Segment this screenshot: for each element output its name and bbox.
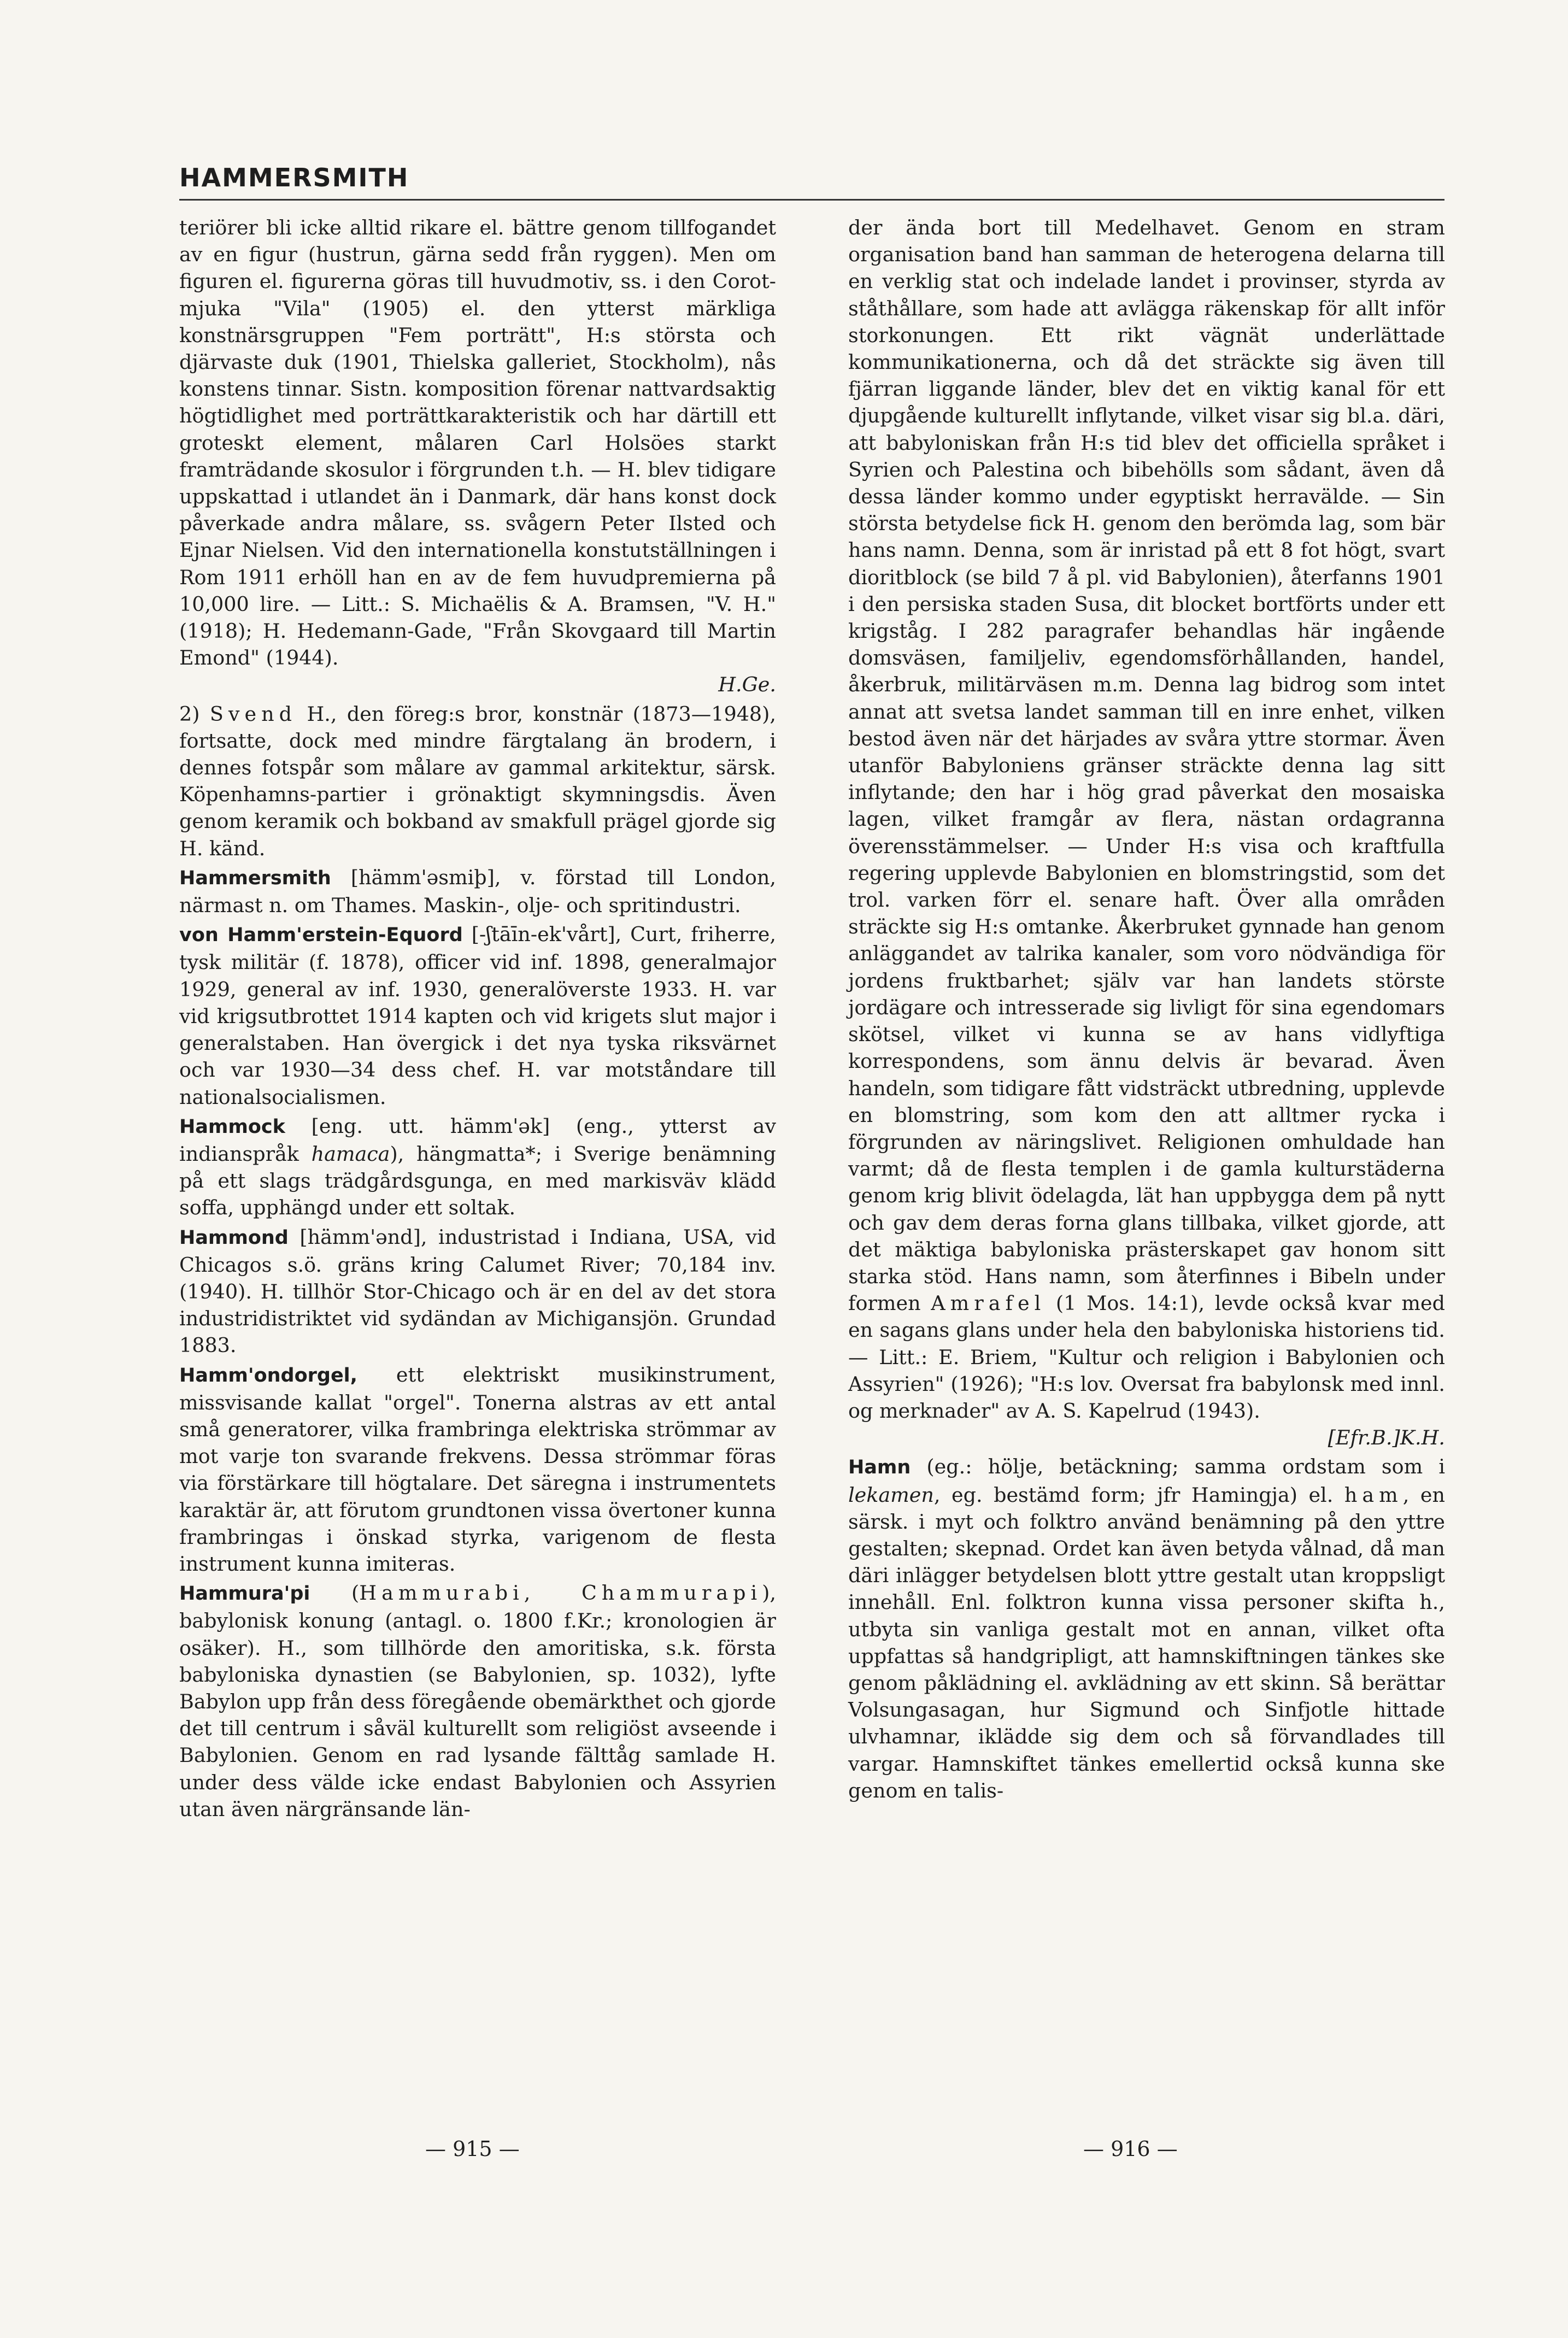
page-number-left: — 915 —: [425, 2137, 520, 2161]
entry-hammurapi: [179, 1579, 776, 1823]
entry-number: 2): [179, 702, 210, 726]
entry-continuation: [179, 214, 776, 698]
entry-hammurapi-continued: [848, 214, 1445, 1451]
spaced-name: Svend: [209, 702, 297, 726]
entry-text: [hämm'ənd], industristad i Indiana, USA, vid Chicagos s.ö. gräns kring Calumet River; 70,184 inv. (1940). H. tillhör Stor-Chicago och är en del av det stora industridistriktet vid sydändan av Michigansjön. Grundad 1883.: [179, 1225, 776, 1358]
author-signature: [Efr.B.]K.H.: [1328, 1426, 1445, 1450]
entry-hammock: [179, 1113, 776, 1221]
entry-text: [eng. utt. hämm'ək] (eng., ytterst av indianspråk: [179, 1114, 776, 1166]
spaced-name: ham: [1344, 1483, 1403, 1507]
headword: Hamm'ondorgel,: [179, 1364, 357, 1387]
page-number-right: — 916 —: [1083, 2137, 1178, 2161]
entry-hamn: [848, 1453, 1445, 1804]
entry-text: der ända bort till Medelhavet. Genom en stram organisation band han samman de heterogena delarna till en verklig stat och indelade landet i provinser, styrda av ståthållare, som hade att avlägga räkenskap för allt inför storkonungen. Ett rikt vägnät underlättade kommunikationerna, och då det sträckte sig även till fjärran liggande länder, blev det en viktig kanal för ett djupgående kulturellt inflytande, vilket visar sig bl.a. däri, att babyloniskan från H:s tid blev det officiella språket i Syrien och Palestina och bibehölls som sådant, även då dessa länder kommo under egyptiskt herravälde. — Sin största betydelse fick H. genom den berömda lag, som bär hans namn. Denna, som är inristad på ett 8 fot högt, svart dioritblock (se bild 7 å pl. vid Babylonien), återfanns 1901 i den persiska staden Susa, dit blocket bortförts under ett krigståg. I 282 paragrafer behandlas här ingående domsväsen, familjeliv, egendomsförhållanden, handel, åkerbruk, militärväsen m.m. Denna lag bidrog som intet annat att svetsa landet samman till en inre enhet, vilken bestod även när det härjades av svåra yttre stormar. Även utanför Babyloniens gränser sträckte denna lag sitt inflytande; den har i hög grad påverkat den mosaiska lagen, vilket framgår av flera, nästan ordagranna överensstämmelser. — Under H:s visa och kraftfulla regering upplevde Babylonien en blomstringstid, som det trol. varken förr el. senare haft. Över alla områden sträckte sig H:s omtanke. Åkerbruket gynnade han genom anläggandet av talrika kanaler, som voro nödvändiga för jordens fruktbarhet; själv var han landets störste jordägare och intresserade sig livligt för sina egendomars skötsel, vilket vi kunna se av hans vidlyftiga korrespondens, som ännu delvis är bevarad. Även handeln, som tidigare fått vidsträckt utbredning, upplevde en blomstring, som kom den att alltmer rycka i förgrunden av näringslivet. Religionen omhuldade han varmt; då de flesta templen i de gamla kulturstäderna genom krig blivit ödelagda, lät han uppbygga dem på nytt och gav dem deras forna glans tillbaka, vilket gjorde, att det mäktiga babyloniska prästerskapet gav honom sitt starka stöd. Hans namn, som återfinnes i Bibeln under formen: [848, 216, 1445, 1315]
headword: Hammura'pi: [179, 1583, 310, 1605]
entry-text: ), hängmatta*; i Sverige benämning på ett slags trädgårdsgunga, en med markisväv klädd soffa, upphängd under ett soltak.: [179, 1142, 777, 1220]
entry-text: H., den föreg:s bror, konstnär (1873—1948), fortsatte, dock med mindre färgtalang än brodern, i dennes fotspår som målare av gammal arkitektur, särsk. Köpenhamns-partier i grönaktigt skymningsdis. Även genom keramik och bokband av smakfull prägel gjorde sig H. känd.: [179, 702, 776, 860]
entry-text: ), babylonisk konung (antagl. o. 1800 f.Kr.; kronologien är osäker). H., som tillhörde den amoritiska, s.k. första babyloniska dynastien (se Babylonien, sp. 1032), lyfte Babylon upp från dess föregående obemärkthet och gjorde det till centrum i såväl kulturellt som religiöst avseende i Babylonien. Genom en rad lysande fälttåg samlade H. under dess välde icke endast Babylonien och Assyrien utan även närgränsande län-: [179, 1581, 776, 1821]
entry-text: (1 Mos. 14:1), levde också kvar med en sagans glans under hela den babyloniska historiens tid. — Litt.: E. Briem, "Kultur och religion i Babylonien och Assyrien" (1926); "H:s lov. Oversat fra babylonsk med innl. og merknader" av A. S. Kapelrud (1943).: [848, 1291, 1445, 1423]
entry-text: teriörer bli icke alltid rikare el. bättre genom tillfogandet av en figur (hustrun, gärna sedd från ryggen). Men om figuren el. figurerna göras till huvudmotiv, ss. i den Corot-mjuka "Vila" (1905) el. den ytterst märkliga konstnärsgruppen "Fem porträtt", H:s största och djärvaste duk (1901, Thielska galleriet, Stockholm), nås konstens tinnar. Sistn. komposition förenar nattvardsaktig högtidlighet med porträttkarakteristik och har därtill ett groteskt element, målaren Carl Holsöes starkt framträdande skosulor i förgrunden t.h. — H. blev tidigare uppskattad i utlandet än i Danmark, där hans konst dock påverkade andra målare, ss. svågern Peter Ilsted och Ejnar Nielsen. Vid den internationella konstutställningen i Rom 1911 erhöll han en av de fem huvudpremierna på 10,000 lire. — Litt.: S. Michaëlis & A. Bramsen, "V. H." (1918); H. Hedemann-Gade, "Från Skovgaard till Martin Emond" (1944).: [179, 216, 776, 670]
entry-hammondorgel: [179, 1361, 776, 1578]
author-signature: H.Ge.: [718, 673, 776, 697]
headword: Hamn: [848, 1456, 911, 1479]
left-column: [179, 214, 776, 1823]
spaced-name: Hammurabi, Chammurapi: [359, 1581, 762, 1605]
entry-text: [-ʃtāīn-ek'vårt], Curt, friherre, tysk militär (f. 1878), officer vid inf. 1898, generalmajor 1929, general av inf. 1930, generalöverste 1933. H. var vid krigsutbrottet 1914 kapten och vid krigets slut major i generalstaben. Han övergick i det nya tyska riksvärnet och var 1930—34 dess chef. H. var motståndare till nationalsocialismen.: [179, 923, 776, 1109]
entry-text: , eg. bestämd form; jfr Hamingja) el.: [933, 1483, 1344, 1507]
entry-text: (: [310, 1581, 360, 1605]
headword: Hammond: [179, 1226, 289, 1249]
entry-text: (eg.: hölje, betäckning; samma ordstam som i: [911, 1455, 1445, 1479]
headword: Hammersmith: [179, 867, 331, 889]
entry-hammerstein: [179, 921, 776, 1110]
headword: von Hamm'erstein-Equord: [179, 924, 463, 947]
entry-hammond: [179, 1224, 776, 1359]
entry-svend: [179, 701, 776, 862]
headword: Hammock: [179, 1115, 285, 1138]
entry-text: , en särsk. i myt och folktro använd benämning på den yttre gestalten; skepnad. Ordet kan även betyda vålnad, då man däri inlägger betydelsen blott yttre gestalt utan kroppsligt innehåll. Enl. folktron kunna vissa personer skifta h., utbyta sin vanliga gestalt mot en annan, vilket ofta uppfattas så handgripligt, att hamnskiftningen tänkes ske genom påklädning el. avklädning av ett skinn. Så berättar Volsungasagan, hur Sigmund och Sinfjotle hittade ulvhamnar, iklädde sig dem och så förvandlades till vargar. Hamnskiftet tänkes emellertid också kunna ske genom en talis-: [848, 1483, 1445, 1802]
right-column: [848, 214, 1445, 1804]
spaced-name: Amrafel: [931, 1291, 1046, 1315]
italic-term: lekamen: [848, 1483, 934, 1507]
entry-text: [hämm'əsmiþ], v. förstad till London, närmast n. om Thames. Maskin-, olje- och spritindustri.: [179, 865, 776, 918]
italic-term: hamaca: [311, 1142, 390, 1166]
running-head: HAMMERSMITH: [179, 163, 409, 192]
entry-text: ett elektriskt musikinstrument, missvisande kallat "orgel". Tonerna alstras av ett antal små generatorer, vilka frambringa elektriska strömmar av mot varje ton svarande frekvens. Dessa strömmar föras via förstärkare till högtalare. Det säregna i instrumentets karaktär är, att förutom grundtonen vissa övertoner kunna frambringas i önskad styrka, varigenom de flesta instrument kunna imiteras.: [179, 1362, 776, 1576]
entry-hammersmith: [179, 864, 776, 919]
header-rule: [179, 199, 1444, 201]
